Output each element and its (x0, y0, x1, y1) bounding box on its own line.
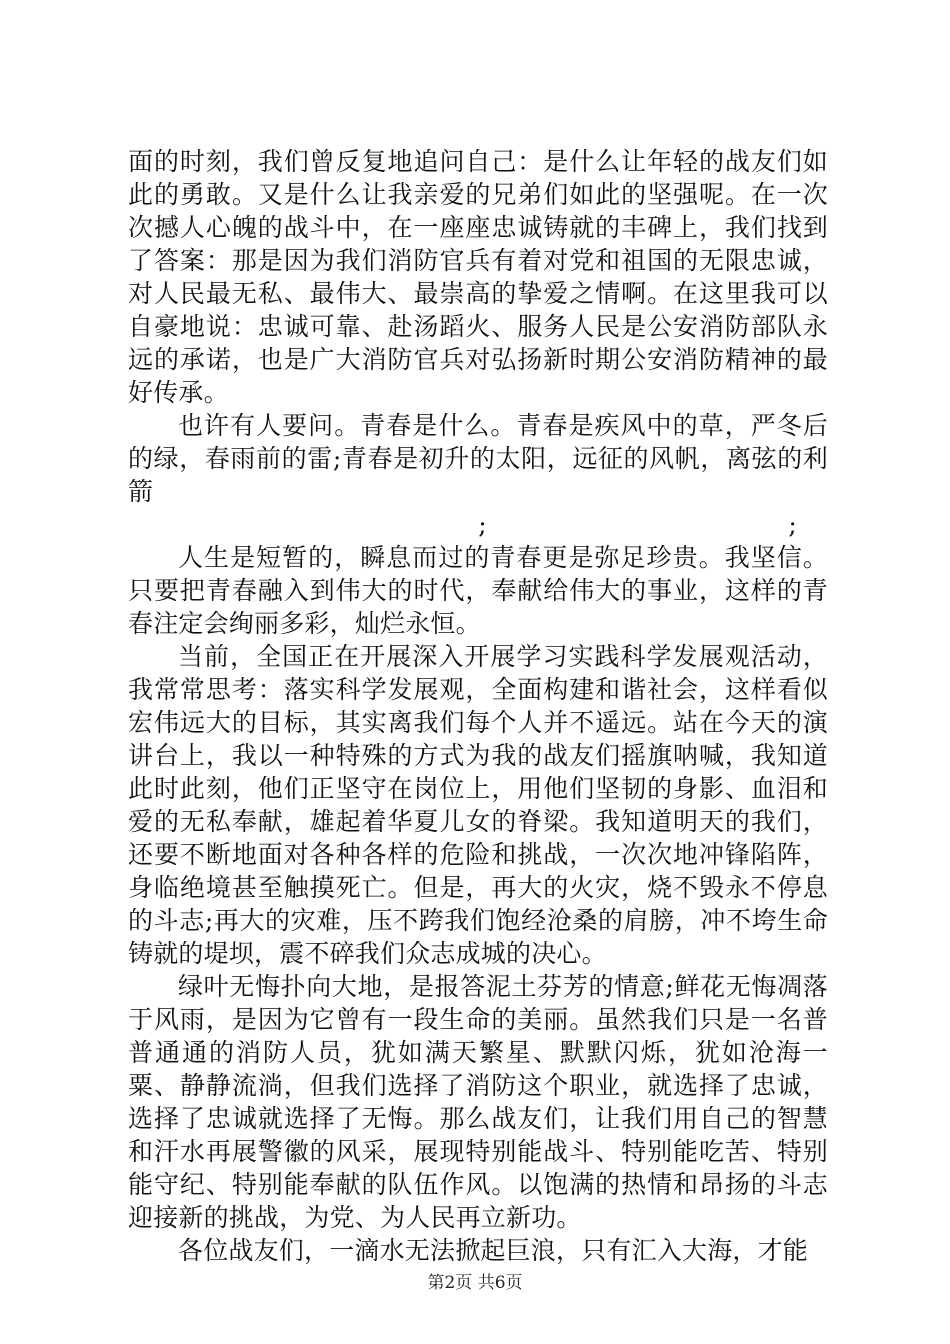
paragraph: 面的时刻，我们曾反复地追问自己：是什么让年轻的战友们如此的勇敢。又是什么让我亲爱的兄弟们如此的坚强呢。在一次次撼人心魄的战斗中，在一座座忠诚铸就的丰碑上，我们找到了答案：那是因为我们消防官兵有着对党和祖国的无限忠诚，对人民最无私、最伟大、最崇高的挚爱之情啊。在这里我可以自豪地说：忠诚可靠、赴汤蹈火、服务人民是公安消防部队永远的承诺，也是广大消防官兵对弘扬新时期公安消防精神的最好传承。 (128, 147, 828, 407)
paragraph: 绿叶无悔扑向大地，是报答泥土芬芳的情意;鲜花无悔凋落于风雨，是因为它曾有一段生命的美丽。虽然我们只是一名普普通通的消防人员，犹如满天繁星、默默闪烁，犹如沧海一粟、静静流淌，但我们选择了消防这个职业，就选择了忠诚，选择了忠诚就选择了无悔。那么战友们，让我们用自己的智慧和汗水再展警徽的风采，展现特别能战斗、特别能吃苦、特别能守纪、特别能奉献的队伍作风。以饱满的热情和昂扬的斗志迎接新的挑战，为党、为人民再立新功。 (128, 972, 828, 1232)
paragraph: 也许有人要问。青春是什么。青春是疾风中的草，严冬后的绿，春雨前的雷;青春是初升的太阳，远征的风帆，离弦的利箭 (128, 411, 828, 506)
paragraph: ; ; (128, 510, 797, 539)
paragraph: 当前，全国正在开展深入开展学习实践科学发展观活动，我常常思考：落实科学发展观，全面构建和谐社会，这样看似宏伟远大的目标，其实离我们每个人并不遥远。站在今天的演讲台上，我以一种特殊的方式为我的战友们摇旗呐喊，我知道此时此刻，他们正坚守在岗位上，用他们坚韧的身影、血泪和爱的无私奉献，雄起着华夏儿女的脊梁。我知道明天的我们，还要不断地面对各种各样的危险和挑战，一次次地冲锋陷阵，身临绝境甚至触摸死亡。但是，再大的火灾，烧不毁永不停息的斗志;再大的灾难，压不跨我们饱经沧桑的肩膀，冲不垮生命铸就的堤坝，震不碎我们众志成城的决心。 (128, 642, 828, 968)
document-body (128, 145, 828, 1267)
paragraph: 各位战友们，一滴水无法掀起巨浪，只有汇入大海，才能 (178, 1236, 809, 1265)
page-footer: 第2页 共6页 (427, 1273, 523, 1293)
paragraph: 人生是短暂的，瞬息而过的青春更是弥足珍贵。我坚信。只要把青春融入到伟大的时代，奉献给伟大的事业，这样的青春注定会绚丽多彩，灿烂永恒。 (128, 543, 828, 638)
